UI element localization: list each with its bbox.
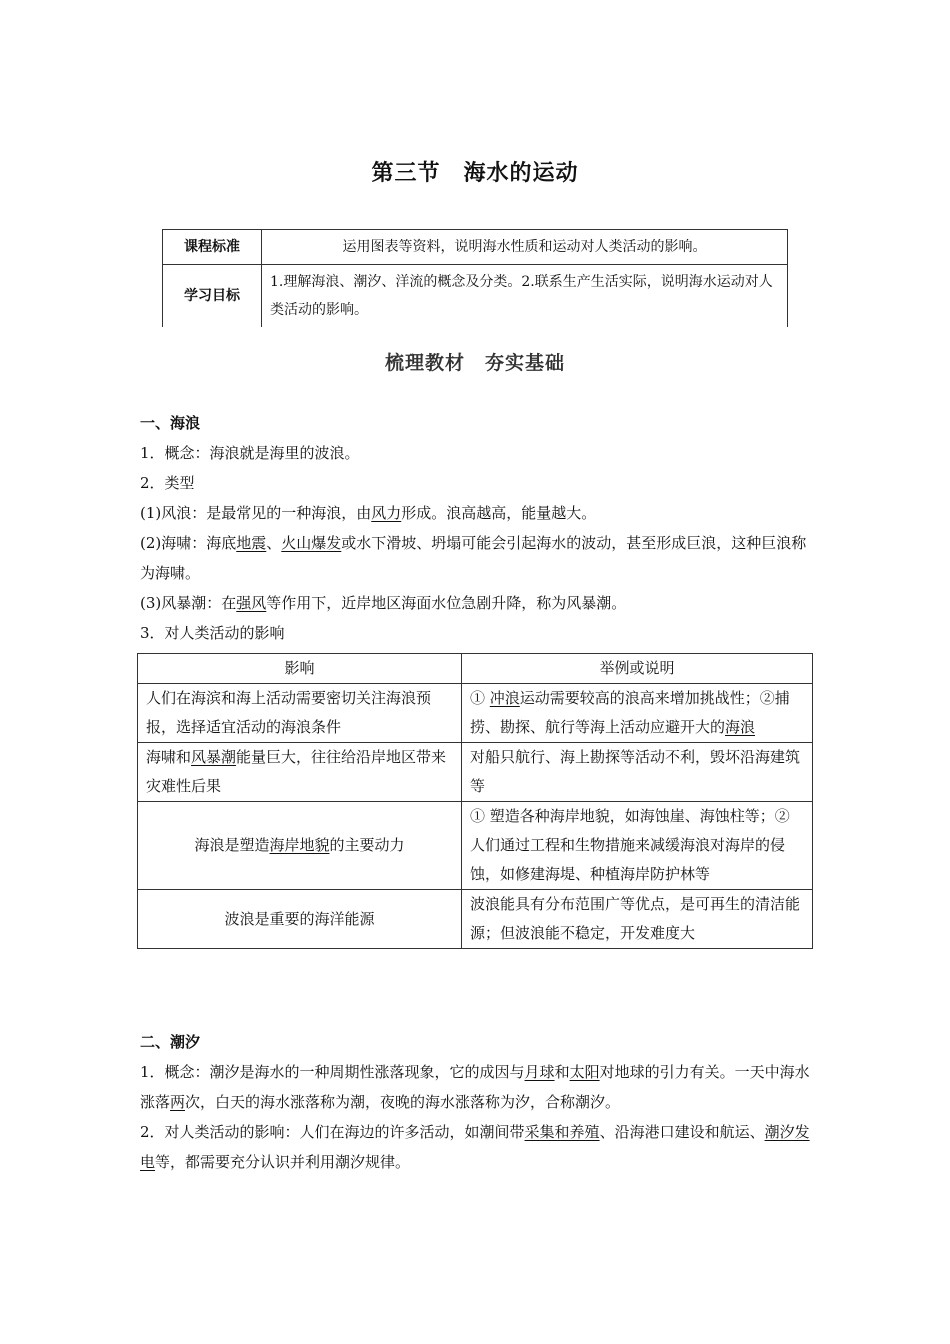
waves-section bbox=[140, 408, 815, 648]
objective-label: 学习目标 bbox=[163, 265, 262, 328]
table-cell: 海啸和风暴潮能量巨大，往往给沿岸地区带来灾难性后果 bbox=[138, 743, 462, 802]
tsunami-item: (2)海啸：海底地震、火山爆发或水下滑坡、坍塌可能会引起海水的波动，甚至形成巨浪，这种巨浪称为海啸。 bbox=[140, 534, 807, 582]
waves-types-heading: 2．类型 bbox=[140, 474, 195, 492]
table-cell: ① 塑造各种海岸地貌，如海蚀崖、海蚀柱等；②人们通过工程和生物措施来减缓海浪对海岸的侵蚀，如修建海堤、种植海岸防护林等 bbox=[462, 802, 813, 890]
table-row bbox=[138, 890, 813, 949]
column-header: 举例或说明 bbox=[462, 654, 813, 684]
tides-section bbox=[140, 1027, 815, 1177]
blank-answer: 强风 bbox=[236, 594, 267, 612]
standard-text: 运用图表等资料，说明海水性质和运动对人类活动的影响。 bbox=[262, 230, 788, 265]
waves-impact-heading: 3．对人类活动的影响 bbox=[140, 624, 285, 642]
table-cell: 波浪能具有分布范围广等优点，是可再生的清洁能源；但波浪能不稳定，开发难度大 bbox=[462, 890, 813, 949]
blank-answer: 地震 bbox=[236, 534, 267, 552]
waves-heading: 一、海浪 bbox=[140, 414, 201, 432]
table-row bbox=[138, 802, 813, 890]
tides-heading: 二、潮汐 bbox=[140, 1033, 201, 1051]
wind-wave-item: (1)风浪：是最常见的一种海浪，由风力形成。浪高越高，能量越大。 bbox=[140, 504, 597, 522]
blank-answer: 风力 bbox=[371, 504, 402, 522]
tides-impact: 2．对人类活动的影响：人们在海边的许多活动，如潮间带采集和养殖、沿海港口建设和航运、潮汐发电等，都需要充分认识并利用潮汐规律。 bbox=[140, 1123, 810, 1171]
blank-answer: 采集和养殖 bbox=[524, 1123, 600, 1141]
standard-label: 课程标准 bbox=[163, 230, 262, 265]
blank-answer: 两 bbox=[170, 1093, 186, 1111]
wave-impact-table bbox=[137, 653, 813, 949]
section-banner: 梳理教材 夯实基础 bbox=[384, 352, 565, 374]
tides-concept: 1．概念：潮汐是海水的一种周期性涨落现象，它的成因与月球和太阳对地球的引力有关。一天中海水涨落两次，白天的海水涨落称为潮，夜晚的海水涨落称为汐，合称潮汐。 bbox=[140, 1063, 810, 1111]
curriculum-standard-table bbox=[162, 229, 788, 327]
blank-answer: 潮汐发电 bbox=[140, 1123, 810, 1171]
table-row bbox=[138, 684, 813, 743]
blank-answer: 海浪 bbox=[725, 718, 756, 736]
table-header-row bbox=[138, 654, 813, 684]
blank-answer: 月球 bbox=[524, 1063, 555, 1081]
table-cell: 对船只航行、海上勘探等活动不利，毁坏沿海建筑等 bbox=[462, 743, 813, 802]
page-title: 第三节 海水的运动 bbox=[371, 161, 579, 186]
blank-answer: 海岸地貌 bbox=[269, 836, 330, 854]
table-cell: ① 冲浪运动需要较高的浪高来增加挑战性；②捕捞、勘探、航行等海上活动应避开大的海浪 bbox=[462, 684, 813, 743]
table-cell: 海浪是塑造海岸地貌的主要动力 bbox=[138, 802, 462, 890]
blank-answer: 冲浪 bbox=[489, 689, 520, 707]
table-row bbox=[163, 265, 788, 328]
objective-text: 1.理解海浪、潮汐、洋流的概念及分类。2.联系生产生活实际，说明海水运动对人类活动的影响。 bbox=[262, 265, 788, 328]
blank-answer: 风暴潮 bbox=[191, 748, 237, 766]
blank-answer: 火山爆发 bbox=[281, 534, 342, 552]
column-header: 影响 bbox=[138, 654, 462, 684]
table-row bbox=[163, 230, 788, 265]
table-cell: 人们在海滨和海上活动需要密切关注海浪预报，选择适宜活动的海浪条件 bbox=[138, 684, 462, 743]
storm-surge-item: (3)风暴潮：在强风等作用下，近岸地区海面水位急剧升降，称为风暴潮。 bbox=[140, 594, 627, 612]
waves-concept: 1．概念：海浪就是海里的波浪。 bbox=[140, 444, 360, 462]
table-row bbox=[138, 743, 813, 802]
table-cell: 波浪是重要的海洋能源 bbox=[138, 890, 462, 949]
blank-answer: 太阳 bbox=[569, 1063, 600, 1081]
